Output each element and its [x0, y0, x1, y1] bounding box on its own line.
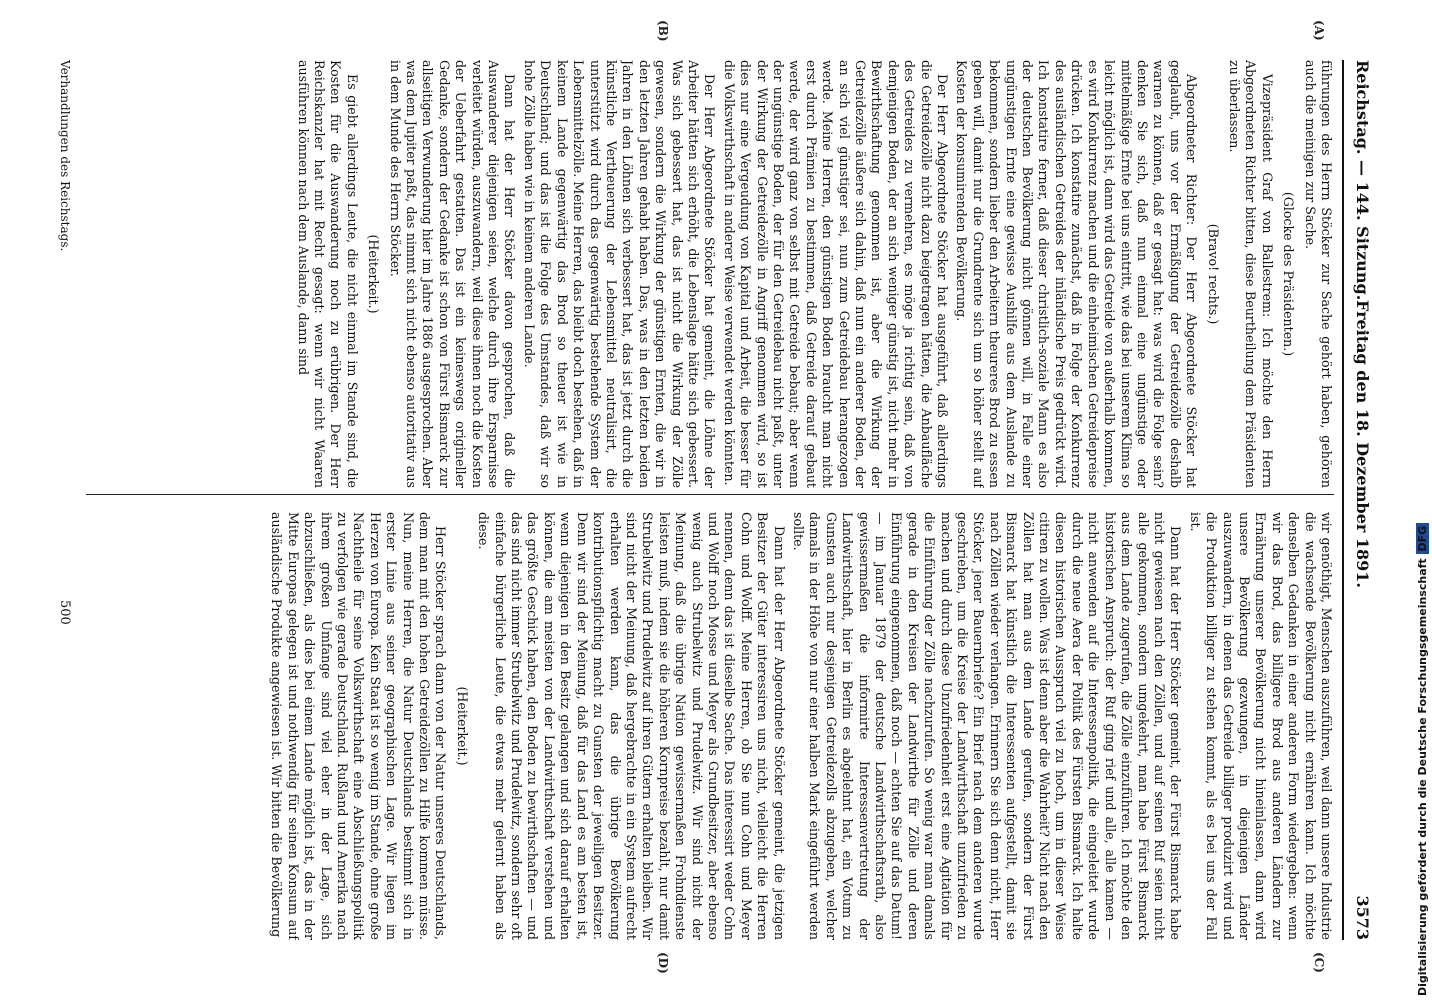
left-column-paragraph: Vizepräsident Graf von Ballestrem: Ich möchte den Herrn Abgeordneten Richter bitten, diese Beurtheilung dem Präsidenten zu überlassen.: [1226, 60, 1275, 488]
dfg-logo: DFG: [1416, 523, 1429, 555]
right-column-paragraph: wir genöthigt, Menschen auszuführen, weil dann unsere Industrie die wachsende Bevölkerung nicht ernähren kann. Ich möchte denselben Gedanken in einer anderen Form wiedergeben: wenn wir das Brod, das billigere Brod aus anderen Ländern zur Ernährung unserer Bevölkerung nicht hineinlassen, dann wird unsere Bevölkerung gezwungen, in diejenigen Länder auszuwandern, in denen das Getreide billiger produzirt wird und die Produktion billiger zu stehen kommt, als es bei uns der Fall ist.: [1187, 512, 1334, 940]
left-column-paragraph: führungen des Herrn Stöcker zur Sache gehört haben, gehören auch die meinigen zur Sache.: [1302, 60, 1334, 488]
column-divider: [86, 494, 1334, 495]
left-column-paragraph: Abgeordneter Richter: Der Herr Abgeordnete Stöcker hat geglaubt, uns vor der Ermäßigung der Getreidezölle deshalb warnen zu können, daß er gesagt hat: was wird die Folge sein? denken Sie sich, daß nun einmal eine ungünstige oder mittelmäßige Ernte bei uns eintritt, wie das bei unserem Klima so leicht möglich ist, dann wird das Getreide von außerhalb kommen, es wird Konkurrenz machen und die einheimischen Getreidepreise drücken. Ich konstatire zunächst, daß in Folge der Konkurrenz des ausländischen Getreides der inländische Preis gedrückt wird. Ich konstatire ferner, daß dieser christlich-soziale Mann es also der deutschen Bevölkerung nicht gönnen will, in Falle einer ungünstigen Ernte eine gewisse Aushilfe aus dem Auslande zu bekommen, sondern lieber den Arbeitern theureres Brod zu essen geben will, damit nur die Grundrente sich um so höher stellt auf Kosten der konsumirenden Bevölkerung.: [954, 60, 1200, 488]
page-header: [1342, 60, 1378, 940]
digitization-sidebar: [1412, 520, 1432, 1000]
margin-mark-c: (C): [1312, 952, 1326, 973]
digitization-credit: [1416, 516, 1432, 996]
left-text-column: [84, 60, 1334, 488]
left-column-paragraph: Dann hat der Herr Stöcker davon gesprochen, daß die Auswanderer diejenigen seien, welche durch ihre Ersparnisse verleitet würden, auszuwandern, weil diese ihnen noch die Kosten der Ueberfahrt gestatten. Das ist ein keineswegs origineller Gedanke, sondern der Gedanke ist schon von Fürst Bismarck zur allseitigen Verwunderung hier im Jahre 1886 ausgesprochen. Aber was dem Jupiter paßt, das nimmt sich nicht ebenso autoritativ aus in dem Munde des Herrn Stöcker.: [387, 60, 518, 488]
right-column-paragraph: Dann hat der Herr Stöcker gemeint, der Fürst Bismarck habe nicht gewiesen nach den Zöllen, und auf seinen Ruf seien nicht alle gekommen, sondern umgekehrt, man habe Fürst Bismarck aus dem Lande zugerufen, die Zölle einzuführen. Ich möchte den historischen Anspruch: der Ruf ging rief und alle, alle kamen — nicht anwenden auf die Interessenpolitik, die eingeleitet wurde durch die neue Aera der Politik des Fürsten Bismarck. Ich halte diesen historischen Ausspruch viel zu hoch, um in dieser Weise citiren zu wollen. Was ist denn aber die Wahrheit? Nicht nach den Zöllen hat man aus dem Lande gerufen, sondern der Fürst Bismarck hat künstlich die Interessenten aufgestellt, damit sie nach Zöllen wieder verlangen. Erinnern Sie sich denn nicht, Herr Stöcker, jener Bauernbriefe? Ein Brief nach dem anderen wurde geschrieben, um die Kreise der Landwirthschaft unzufrieden zu machen und durch diese Unzufriedenheit erst eine Agitation für die Einführung der Zölle nachzurufen. So wenig war man damals gerade in den Kreisen der Landwirthe für Zölle und deren Einführung eingenommen, daß noch — achten Sie auf das Datum! — im Januar 1879 der deutsche Landwirthschaftsrath, also gewissermaßen die informirte Interessenvertretung der Landwirthschaft, hier in Berlin es abgelehnt hat, ein Votum zu Gunsten auch nur desjenigen Getreidezolls abzugeben, welcher damals in der Höhe von nur einer halben Mark eingeführt werden sollte.: [791, 512, 1184, 940]
header-page-number: 3573: [1353, 895, 1372, 940]
left-column-paragraph: (Heiterkeit.): [366, 234, 382, 314]
header-left: Reichstag. — 144. Sitzung.: [1353, 60, 1372, 301]
left-column-paragraph: Der Herr Abgeordnete Stöcker hat ausgeführt, daß allerdings die Getreidezölle nicht dazu beigetragen hätten, die Anbaufläche des Getreides zu vermehren, es möge ja richtig sein, daß von demjenigen Boden, der an sich weniger günstig ist, nicht mehr in Bewirthschaftung genommen ist, aber die Wirkung der Getreidezölle äußere sich dahin, daß nun ein anderer Boden, der an sich viel günstiger sei, nun zum Getreidebau herangezogen werde. Meine Herren, den günstigen Boden braucht man nicht erst durch Prämien zu bestimmen, daß Getreide darauf gebaut werde, der wird ganz von selbst mit Getreide bebaut; aber wenn der ungünstige Boden, der für den Getreidebau nicht paßt, unter der Wirkung der Getreidezölle in Angriff genommen wird, so ist dies nur eine Vergeudung von Kapital und Arbeit, die besser für die Volkswirthschaft in anderer Weise verwendet werden könnten.: [721, 60, 951, 488]
left-column-paragraph: (Glocke des Präsidenten.): [1281, 191, 1297, 357]
footer-left: Verhandlungen des Reichstags.: [58, 60, 72, 252]
right-column-paragraph: (Heiterkeit.): [454, 686, 470, 766]
right-column-paragraph: Herr Stöcker sprach dann von der Natur unseres Deutschlands, dem man mit den hohen Getreidezöllen zu Hilfe kommen müsse. Nun, meine Herren, die Natur Deutschlands bestimmt sich in erster Linie aus seiner geographischen Lage. Wir liegen im Herzen von Europa. Kein Staat ist so wenig im Stande, ohne große Nachtheile für seine Volkswirthschaft eine Abschließungspolitik zu verfolgen wie gerade Deutschland. Rußland und Amerika nach ihrem großen Umfange sind viel eher in der Lage, sich abzuschließen, als dies bei einem Lande möglich ist, das in der Mitte Europas gelegen ist und nothwendig für seinen Konsum auf ausländische Produkte angewiesen ist. Wir bitten die Bevölkerung: [269, 512, 449, 940]
digitization-credit-text: Digitalisierung gefördert durch die Deutsche Forschungsgemeinschaft: [1416, 558, 1429, 996]
margin-mark-a: (A): [1312, 20, 1326, 41]
left-column-paragraph: Der Herr Abgeordnete Stöcker hat gemeint, die Löhne der Arbeiter hätten sich erhöht, die Lebenslage hätte sich gebessert. Was sich gebessert hat, das ist nicht die Wirkung der Zölle gewesen, sondern die Wirkung der günstigen Ernten, die wir in den letzten Jahren gehabt haben. Das, was in den letzten beiden Jahren in den Löhnen sich verbessert hat, das ist jetzt durch die künstliche Vertheuerung der Lebensmittel neutralisirt, die unterstützt wird durch das gegenwärtig bestehende System der Lebensmittelzölle. Meine Herren, das bleibt doch bestehen, daß in keinem Lande gegenwärtig das Brod so theuer ist wie in Deutschland; und das ist die Folge des Umstandes, daß wir so hohe Zölle haben wie in keinem anderen Lande.: [521, 60, 718, 488]
right-text-column: [84, 512, 1334, 940]
right-column-paragraph: Dann hat der Herr Abgeordnete Stöcker gemeint, die jetzigen Besitzer der Güter interessiren uns nicht, vielleicht die Herren Cohn und Wolff. Meine Herren, ob Sie nun Cohn und Meyer nennen, denn das ist dieselbe Sache. Das interessirt weder Cohn und Wolff noch Mosse und Meyer als Grundbesitzer, aber ebenso wenig auch Strubelwitz und Prudelwitz. Wir sind nicht der Meinung, daß die übrige Nation gewissermaßen Frohndienste leisten muß, indem sie die höheren Kornpreise bezahlt, nur damit Strubelwitz und Prudelwitz auf ihren Gütern erhalten bleiben. Wir sind nicht der Meinung, daß hergebrachte in ein System aufrecht erhalten werden kann, das die übrige Bevölkerung kontributionspflichtig macht zu Gunsten der jeweiligen Besitzer. Denn wir sind der Meinung, daß für das Land es am besten ist, wenn diejenigen in den Besitz gelangen und sich darauf erhalten können, die am meisten von der Landwirthschaft verstehen und das größte Geschick haben, den Boden zu bewirthschaften — und das sind nicht immer Strubelwitz und Prudelwitz, sondern sehr oft einfache bürgerliche Leute, die etwas mehr gelernt haben als diese.: [476, 512, 787, 940]
page-number-bottom: 500: [57, 600, 72, 625]
left-column-paragraph: (Bravo! rechts.): [1205, 223, 1221, 325]
margin-mark-b: (B): [656, 20, 670, 42]
margin-mark-d: (D): [656, 952, 670, 974]
header-date: Freitag den 18. Dezember 1891.: [1353, 300, 1372, 588]
left-column-paragraph: Es giebt allerdings Leute, die nicht einmal im Stande sind, die Kosten für die Auswanderung noch zu erübrigen. Der Herr Reichskanzler hat mit Recht gesagt: wenn wir nicht Waaren ausführen können nach dem Auslande, dann sind: [295, 60, 360, 488]
